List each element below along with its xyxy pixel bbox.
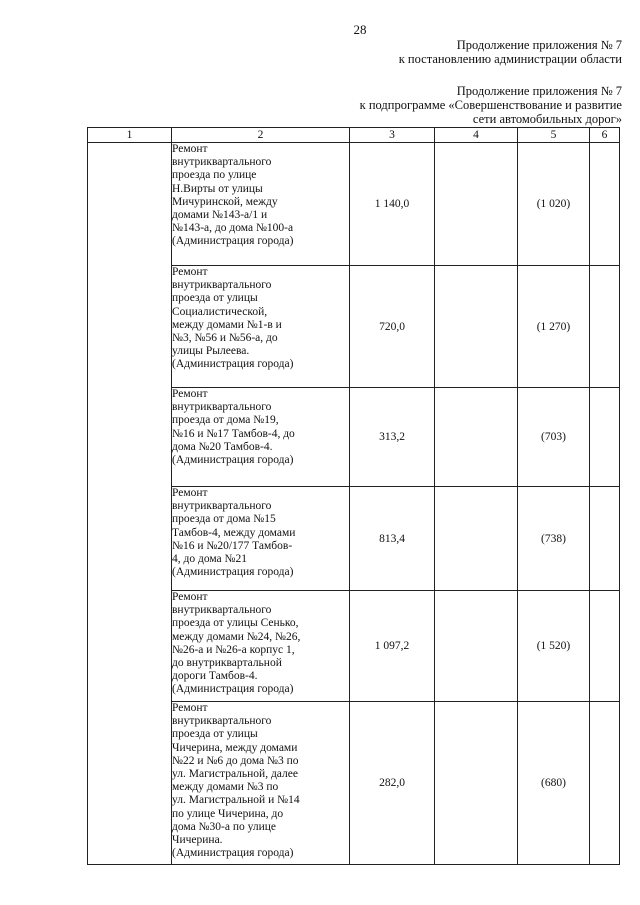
description-line: ул. Магистральной, далее bbox=[172, 768, 298, 781]
description-line: проезда от улицы Сенько, bbox=[172, 617, 299, 630]
description-line: №143-а, до дома №100-а bbox=[172, 222, 294, 235]
description-line: (Администрация города) bbox=[172, 566, 294, 579]
column-header: 3 bbox=[350, 128, 435, 143]
col5-cell: (1 270) bbox=[518, 266, 590, 388]
col4-cell bbox=[435, 388, 518, 487]
description-line: (Администрация города) bbox=[172, 454, 294, 467]
description-line: №16 и №17 Тамбов-4, до bbox=[172, 427, 295, 440]
column-header: 1 bbox=[88, 128, 172, 143]
description-line: между домами №1-в и bbox=[172, 318, 282, 331]
description-cell bbox=[172, 266, 350, 388]
description-line: Ремонт bbox=[172, 266, 208, 278]
description-line: №3, №56 и №56-а, до bbox=[172, 332, 278, 345]
col3-cell: 1 097,2 bbox=[350, 591, 435, 702]
description-line: Социалистической, bbox=[172, 305, 268, 318]
description-line: проезда по улице bbox=[172, 169, 257, 182]
header-line: к подпрограмме «Совершенствование и развитие bbox=[359, 98, 622, 112]
column-header: 6 bbox=[590, 128, 620, 143]
description-cell bbox=[172, 702, 350, 865]
col5-cell: (1 020) bbox=[518, 143, 590, 266]
description-line: внутриквартального bbox=[172, 156, 272, 169]
description-line: проезда от улицы bbox=[172, 292, 258, 305]
col4-cell bbox=[435, 266, 518, 388]
description-line: №16 и №20/177 Тамбов- bbox=[172, 539, 293, 552]
description-line: внутриквартального bbox=[172, 500, 272, 513]
header-appendix-resolution bbox=[399, 38, 622, 66]
description-cell bbox=[172, 591, 350, 702]
description-line: Ремонт bbox=[172, 702, 208, 714]
header-line: сети автомобильных дорог» bbox=[472, 112, 622, 126]
description-line: проезда от дома №19, bbox=[172, 414, 279, 427]
col6-cell bbox=[590, 266, 620, 388]
description-line: Чичерина. bbox=[172, 834, 223, 847]
program-table bbox=[87, 127, 620, 865]
description-line: проезда от улицы bbox=[172, 728, 258, 741]
description-line: (Администрация города) bbox=[172, 235, 294, 248]
description-line: (Администрация города) bbox=[172, 847, 294, 860]
description-line: Н.Вирты от улицы bbox=[172, 182, 263, 195]
col6-cell bbox=[590, 388, 620, 487]
description-line: проезда от дома №15 bbox=[172, 513, 276, 526]
description-line: Ремонт bbox=[172, 591, 208, 603]
description-line: 4, до дома №21 bbox=[172, 553, 248, 566]
col5-cell: (1 520) bbox=[518, 591, 590, 702]
description-line: по улице Чичерина, до bbox=[172, 807, 284, 820]
col4-cell bbox=[435, 702, 518, 865]
description-line: ул. Магистральной и №14 bbox=[172, 794, 300, 807]
col4-cell bbox=[435, 487, 518, 591]
description-line: (Администрация города) bbox=[172, 683, 294, 696]
column-header: 5 bbox=[518, 128, 590, 143]
description-cell bbox=[172, 143, 350, 266]
description-line: Ремонт bbox=[172, 487, 208, 499]
col4-cell bbox=[435, 143, 518, 266]
description-cell bbox=[172, 388, 350, 487]
description-line: домами №143-а/1 и bbox=[172, 209, 268, 222]
description-line: внутриквартального bbox=[172, 715, 272, 728]
description-line: (Администрация города) bbox=[172, 358, 294, 371]
col3-cell: 282,0 bbox=[350, 702, 435, 865]
description-line: до внутриквартальной bbox=[172, 657, 282, 670]
description-line: внутриквартального bbox=[172, 401, 272, 414]
col3-cell: 813,4 bbox=[350, 487, 435, 591]
col5-cell: (680) bbox=[518, 702, 590, 865]
column-header: 2 bbox=[172, 128, 350, 143]
col6-cell bbox=[590, 143, 620, 266]
description-line: Ремонт bbox=[172, 388, 208, 400]
description-line: Чичерина, между домами bbox=[172, 741, 298, 754]
header-line: Продолжение приложения № 7 bbox=[456, 84, 622, 98]
description-line: №26-а и №26-а корпус 1, bbox=[172, 643, 295, 656]
col5-cell: (738) bbox=[518, 487, 590, 591]
description-line: внутриквартального bbox=[172, 604, 272, 617]
col3-cell: 313,2 bbox=[350, 388, 435, 487]
description-line: №22 и №6 до дома №3 по bbox=[172, 754, 299, 767]
description-line: дороги Тамбов-4. bbox=[172, 670, 258, 683]
col3-cell: 1 140,0 bbox=[350, 143, 435, 266]
col6-cell bbox=[590, 702, 620, 865]
header-line: к постановлению администрации области bbox=[398, 52, 622, 66]
page-number: 28 bbox=[353, 22, 367, 37]
description-line: дома №20 Тамбов-4. bbox=[172, 440, 273, 453]
col3-cell: 720,0 bbox=[350, 266, 435, 388]
col6-cell bbox=[590, 487, 620, 591]
description-cell bbox=[172, 487, 350, 591]
column-number-row bbox=[88, 128, 620, 143]
description-line: между домами №24, №26, bbox=[172, 630, 301, 643]
description-line: внутриквартального bbox=[172, 279, 272, 292]
header-appendix-subprogram bbox=[360, 84, 622, 126]
col5-cell: (703) bbox=[518, 388, 590, 487]
description-line: Мичуринской, между bbox=[172, 195, 278, 208]
table-row bbox=[88, 143, 620, 266]
description-line: Ремонт bbox=[172, 143, 208, 155]
col4-cell bbox=[435, 591, 518, 702]
description-line: дома №30-а по улице bbox=[172, 820, 277, 833]
description-line: Тамбов-4, между домами bbox=[172, 526, 296, 539]
column-header: 4 bbox=[435, 128, 518, 143]
header-line: Продолжение приложения № 7 bbox=[456, 38, 622, 52]
description-line: улицы Рылеева. bbox=[172, 345, 250, 358]
description-line: между домами №3 по bbox=[172, 781, 279, 794]
col6-cell bbox=[590, 591, 620, 702]
column-1-cell bbox=[88, 143, 172, 865]
